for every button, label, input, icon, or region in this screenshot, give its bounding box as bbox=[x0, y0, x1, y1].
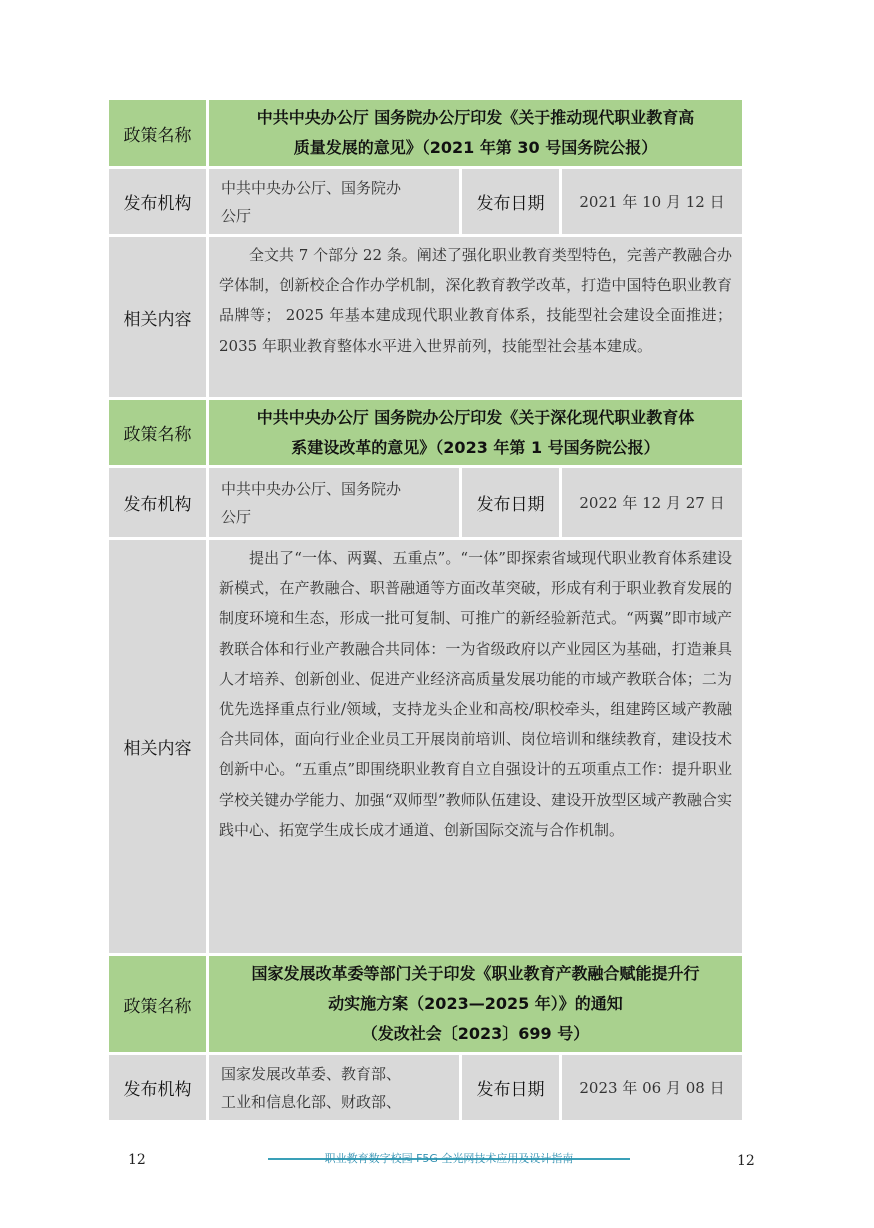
policy-table bbox=[109, 100, 742, 1120]
policy-title-line: 动实施方案（2023—2025 年）》的通知 bbox=[328, 994, 623, 1013]
release-date-label: 发布日期 bbox=[459, 1055, 559, 1120]
page-number-left: 12 bbox=[128, 1152, 146, 1168]
issuer-value bbox=[206, 1055, 459, 1120]
release-date-value: 2022 年 12 月 27 日 bbox=[559, 468, 742, 537]
issuer-line: 中共中央办公厅、国务院办 bbox=[221, 479, 402, 498]
issuer-line: 工业和信息化部、财政部、 bbox=[221, 1092, 402, 1111]
policy-name-row bbox=[109, 400, 742, 468]
issuer-label: 发布机构 bbox=[109, 468, 206, 537]
policy-title-line: 中共中央办公厅 国务院办公厅印发《关于深化现代职业教育体 bbox=[256, 407, 695, 427]
related-content bbox=[206, 237, 742, 397]
release-date-value: 2023 年 06 月 08 日 bbox=[559, 1055, 742, 1120]
policy-name-row bbox=[109, 100, 742, 169]
policy-title-line: 国家发展改革委等部门关于印发《职业教育产教融合赋能提升行 bbox=[251, 964, 700, 983]
policy-title bbox=[206, 956, 742, 1052]
release-date-label: 发布日期 bbox=[459, 468, 559, 537]
issuer-row bbox=[109, 169, 742, 237]
related-content-label: 相关内容 bbox=[109, 237, 206, 397]
related-content-text: 提出了“一体、两翼、五重点”。“一体”即探索省域现代职业教育体系建设新模式，在产教融合、职普融通等方面改革突破，形成有利于职业教育发展的制度环境和生态，形成一批可复制、可推广的新经验新范式。“两翼”即市域产教联合体和行业产教融合共同体：一为省级政府以产业园区为基础，打造兼具人才培养、创新创业、促进产业经济高质量发展功能的市域产教联合体；二为优先选择重点行业/领域，支持龙头企业和高校/职校牵头，组建跨区域产教融合共同体，面向行业企业员工开展岗前培训、岗位培训和继续教育，建设技术创新中心。“五重点”即围绕职业教育自立自强设计的五项重点工作：提升职业学校关键办学能力、加强“双师型”教师队伍建设、建设开放型区域产教融合实践中心、拓宽学生成长成才通道、创新国际交流与合作机制。 bbox=[219, 549, 732, 839]
footer-title: 职业教育数字校园 F5G 全光网技术应用及设计指南 bbox=[324, 1152, 574, 1165]
issuer-line: 中共中央办公厅、国务院办 bbox=[221, 178, 402, 197]
related-content-label: 相关内容 bbox=[109, 540, 206, 953]
policy-name-label: 政策名称 bbox=[109, 400, 206, 465]
policy-name-label: 政策名称 bbox=[109, 100, 206, 166]
content-row bbox=[109, 237, 742, 400]
issuer-line: 国家发展改革委、教育部、 bbox=[221, 1064, 402, 1083]
issuer-row bbox=[109, 1055, 742, 1120]
issuer-value bbox=[206, 169, 459, 234]
release-date-label: 发布日期 bbox=[459, 169, 559, 234]
related-content bbox=[206, 540, 742, 953]
release-date-value: 2021 年 10 月 12 日 bbox=[559, 169, 742, 234]
policy-name-row bbox=[109, 956, 742, 1055]
issuer-line: 公厅 bbox=[221, 507, 252, 526]
policy-title-line: （发改社会〔2023〕699 号） bbox=[361, 1024, 590, 1043]
issuer-label: 发布机构 bbox=[109, 1055, 206, 1120]
policy-title-line: 系建设改革的意见》（2023 年第 1 号国务院公报） bbox=[291, 437, 660, 457]
content-row bbox=[109, 540, 742, 956]
page-number-right: 12 bbox=[737, 1153, 755, 1169]
policy-title bbox=[206, 100, 742, 166]
policy-name-label: 政策名称 bbox=[109, 956, 206, 1052]
policy-title bbox=[206, 400, 742, 465]
issuer-line: 公厅 bbox=[221, 206, 252, 225]
related-content-text: 全文共 7 个部分 22 条。阐述了强化职业教育类型特色，完善产教融合办学体制，创新校企合作办学机制，深化教育教学改革，打造中国特色职业教育品牌等； 2025 年基本建成现代职业教育体系，技能型社会建设全面推进；2035 年职业教育整体水平进入世界前列，技能型社会基本建成。 bbox=[219, 246, 732, 355]
issuer-value bbox=[206, 468, 459, 537]
page-footer bbox=[0, 1150, 874, 1172]
policy-title-line: 质量发展的意见》（2021 年第 30 号国务院公报） bbox=[293, 138, 658, 157]
issuer-label: 发布机构 bbox=[109, 169, 206, 234]
issuer-row bbox=[109, 468, 742, 540]
policy-title-line: 中共中央办公厅 国务院办公厅印发《关于推动现代职业教育高 bbox=[256, 108, 695, 127]
